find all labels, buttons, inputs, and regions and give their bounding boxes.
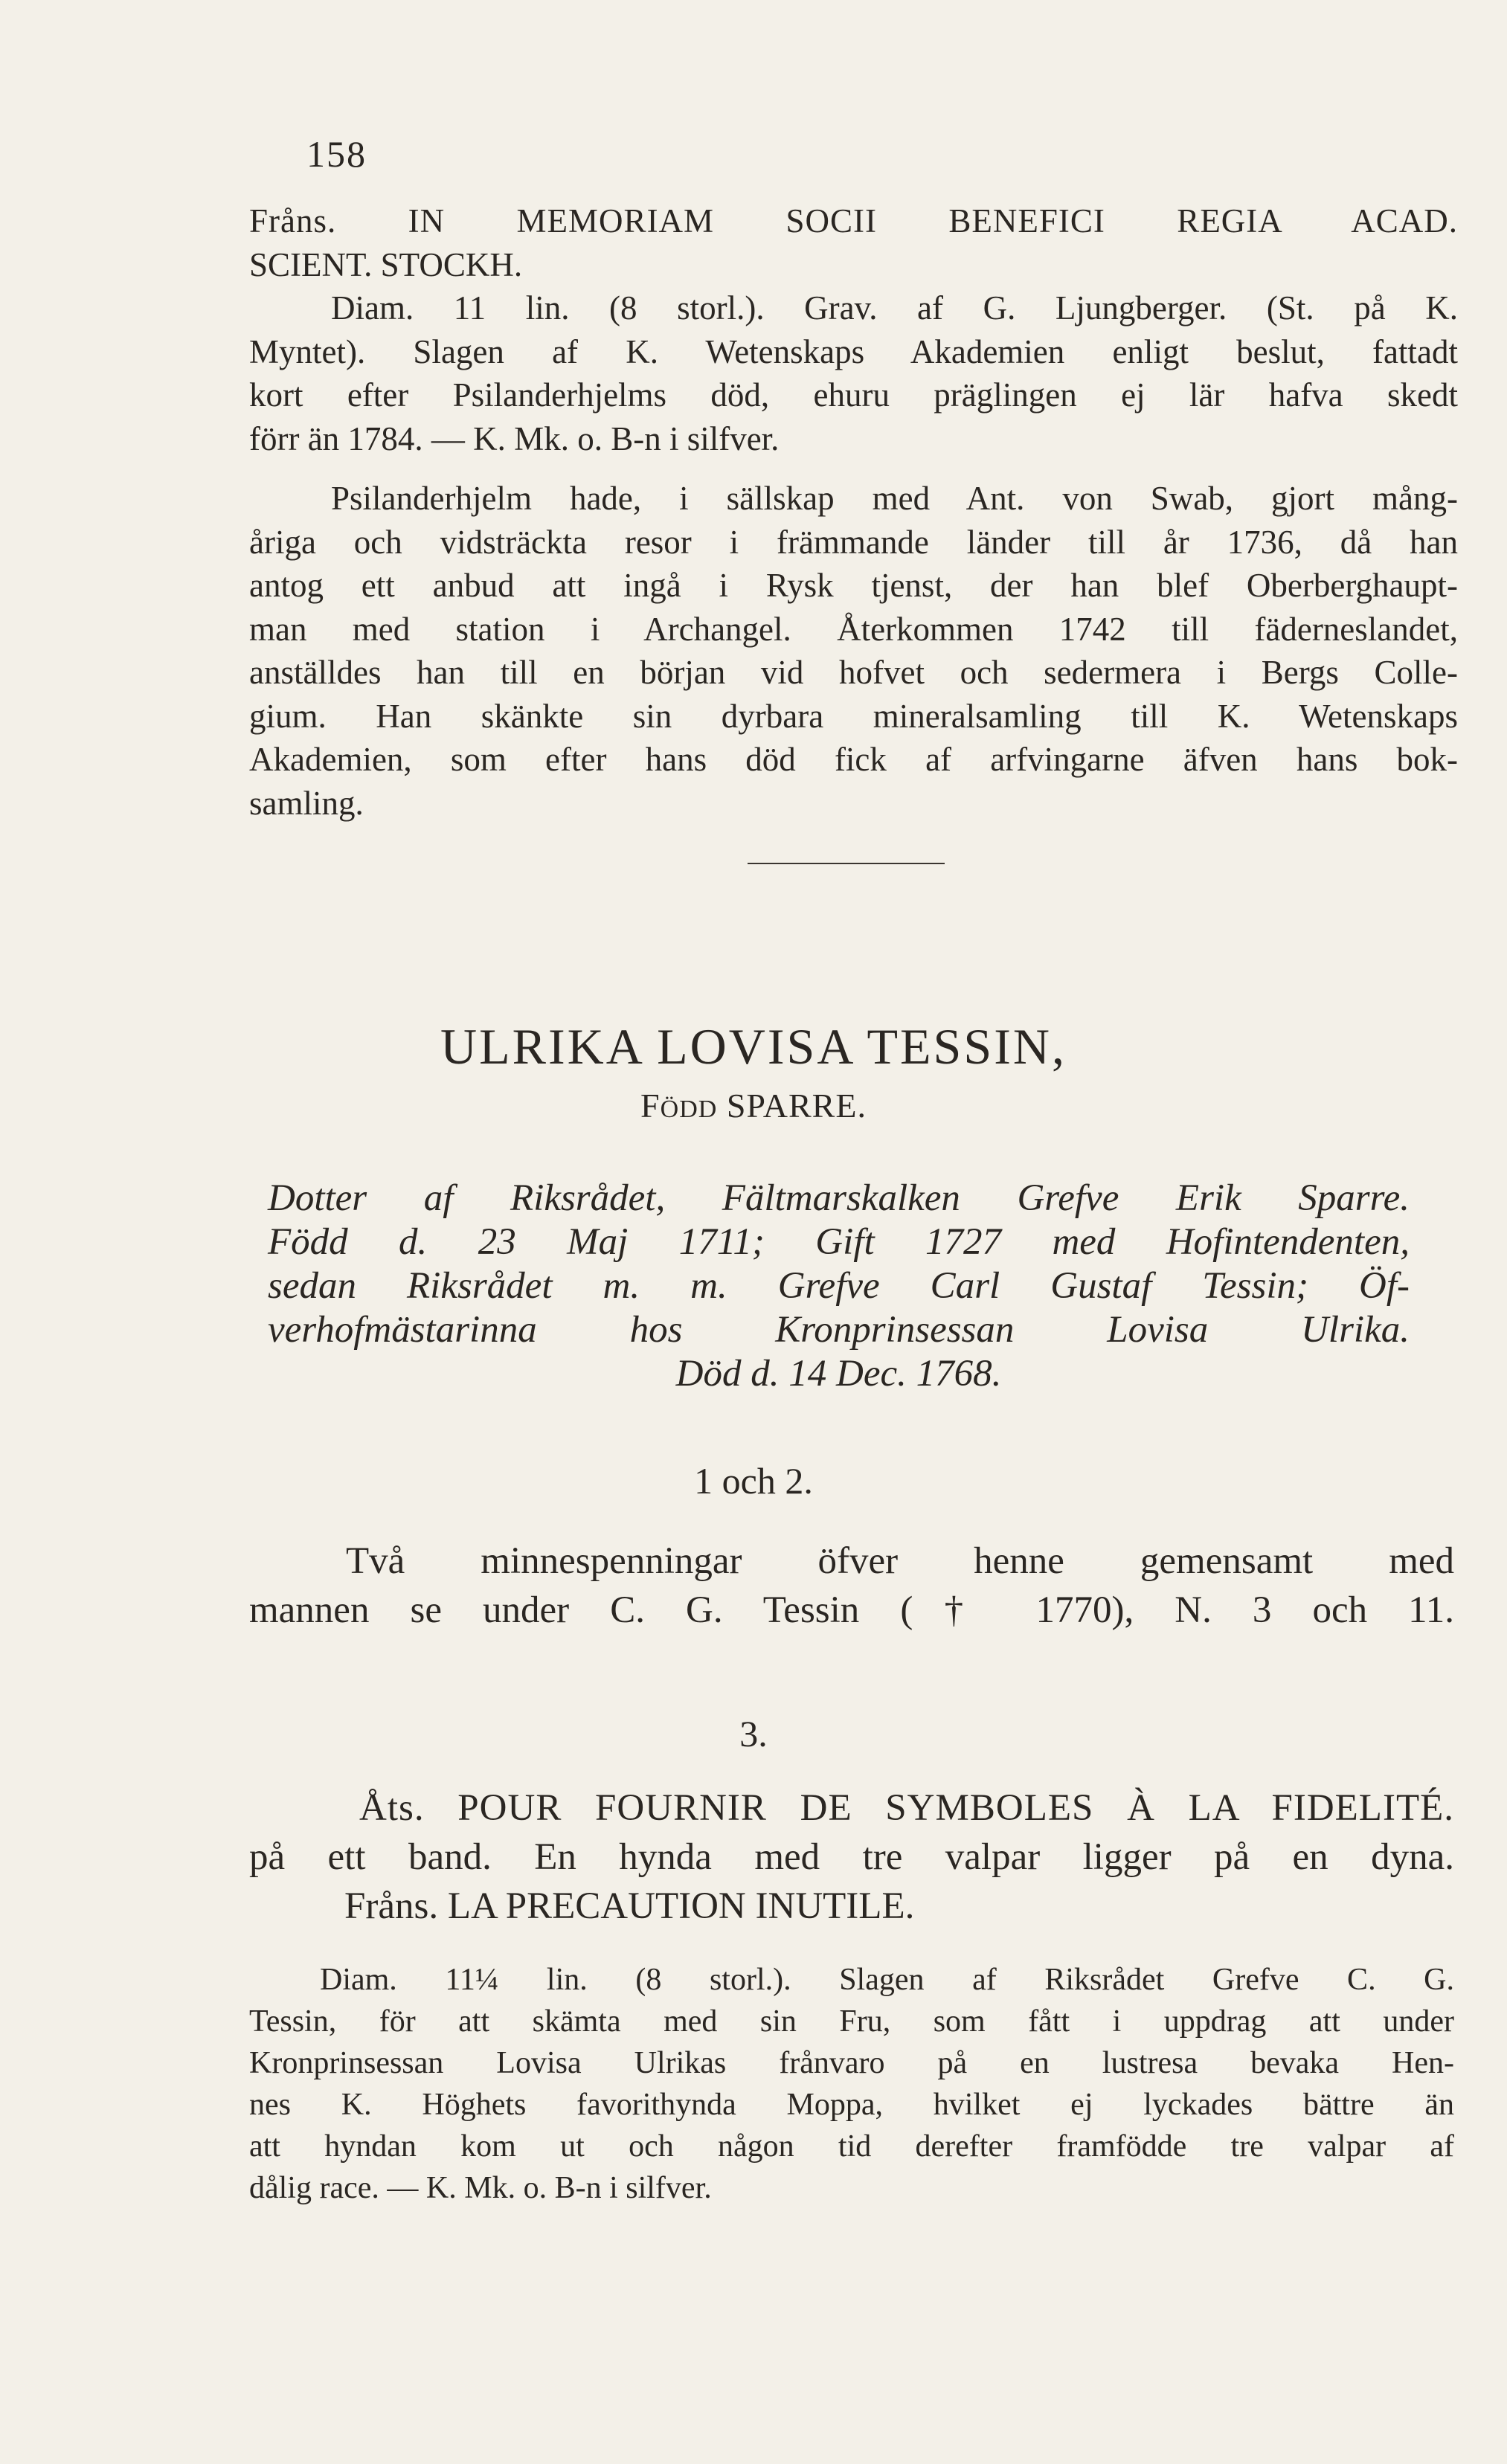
text-line: Diam. 11¼ lin. (8 storl.). Slagen af Riksrådet Grefve C. G. — [320, 1963, 1454, 1997]
text-line: Akademien, som efter hans död fick af arfvingarne äfven hans bok- — [249, 741, 1458, 778]
text-line: mannen se under C. G. Tessin († 1770), N. 3 och 11. — [249, 1589, 1454, 1631]
biography-italic — [268, 1177, 1410, 1396]
text-line: Diam. 11 lin. (8 storl.). Grav. af G. Ljungberger. (St. på K. — [331, 289, 1458, 327]
bio-line: Dotter af Riksrådet, Fältmarskalken Grefve Erik Sparre. — [268, 1177, 1410, 1219]
text-line: Kronprinsessan Lovisa Ulrikas frånvaro på en lustresa bevaka Hen- — [249, 2046, 1454, 2080]
text-line: samling. — [249, 784, 364, 822]
text-line: gium. Han skänkte sin dyrbara mineralsamling till K. Wetenskaps — [249, 697, 1458, 735]
item-3-inscriptions — [249, 1783, 1454, 1931]
text-line: anställdes han till en början vid hofvet och sedermera i Bergs Colle- — [249, 654, 1458, 691]
text-line: att hyndan kom ut och någon tid derefter framfödde tre valpar af — [249, 2129, 1454, 2164]
text-line: kort efter Psilanderhjelms död, ehuru präglingen ej lär hafva skedt — [249, 376, 1458, 414]
bio-line: Död d. 14 Dec. 1768. — [675, 1353, 1002, 1395]
item-label-3: 3. — [739, 1713, 768, 1754]
bio-line: verhofmästarinna hos Kronprinsessan Lovisa Ulrika. — [268, 1309, 1410, 1351]
text-line: Myntet). Slagen af K. Wetenskaps Akademien enligt beslut, fattadt — [249, 332, 1458, 370]
item-3-description — [249, 1959, 1454, 2209]
text-line: Åts. POUR FOURNIR DE SYMBOLES À LA FIDELITÉ. — [359, 1787, 1454, 1829]
text-line: SCIENT. STOCKH. — [249, 245, 523, 283]
subtitle-initial: F — [640, 1087, 661, 1125]
section-divider — [748, 863, 945, 864]
entry-subtitle — [0, 1086, 1507, 1125]
text-line: man med station i Archangel. Återkommen 1742 till fäderneslandet, — [249, 610, 1458, 648]
entry-title: ULRIKA LOVISA TESSIN, — [440, 1018, 1067, 1075]
text-line: Tessin, för att skämta med sin Fru, som fått i uppdrag att under — [249, 2004, 1454, 2039]
bio-line: Född d. 23 Maj 1711; Gift 1727 med Hofintendenten, — [268, 1221, 1410, 1263]
item-1-2-text — [249, 1537, 1454, 1635]
text-line: förr än 1784. — K. Mk. o. B-n i silfver. — [249, 419, 780, 457]
text-line: åriga och vidsträckta resor i främmande länder till år 1736, då han — [249, 523, 1458, 561]
text-line: Fråns. IN MEMORIAM SOCII BENEFICI REGIA ACAD. — [249, 202, 1458, 239]
bio-line: sedan Riksrådet m. m. Grefve Carl Gustaf Tessin; Öf- — [268, 1265, 1410, 1307]
text-line: nes K. Höghets favorithynda Moppa, hvilket ej lyckades bättre än — [249, 2088, 1454, 2122]
text-line: Två minnespenningar öfver henne gemensamt med — [346, 1540, 1454, 1582]
text-line: på ett band. En hynda med tre valpar ligger på en dyna. — [249, 1836, 1454, 1878]
section-medal-description — [249, 199, 1458, 825]
subtitle-rest: SPARRE. — [717, 1087, 867, 1125]
text-line: Psilanderhjelm hade, i sällskap med Ant. von Swab, gjort mång- — [331, 480, 1458, 517]
text-line: Fråns. LA PRECAUTION INUTILE. — [344, 1885, 915, 1927]
subtitle-smallcaps: ÖDD — [660, 1096, 718, 1123]
biography-paragraph — [249, 477, 1458, 825]
text-line: antog ett anbud att ingå i Rysk tjenst, der han blef Oberberghaupt- — [249, 567, 1458, 604]
text-line: dålig race. — K. Mk. o. B-n i silfver. — [249, 2171, 712, 2205]
item-label-1-2: 1 och 2. — [694, 1460, 813, 1502]
page-number: 158 — [306, 133, 367, 175]
